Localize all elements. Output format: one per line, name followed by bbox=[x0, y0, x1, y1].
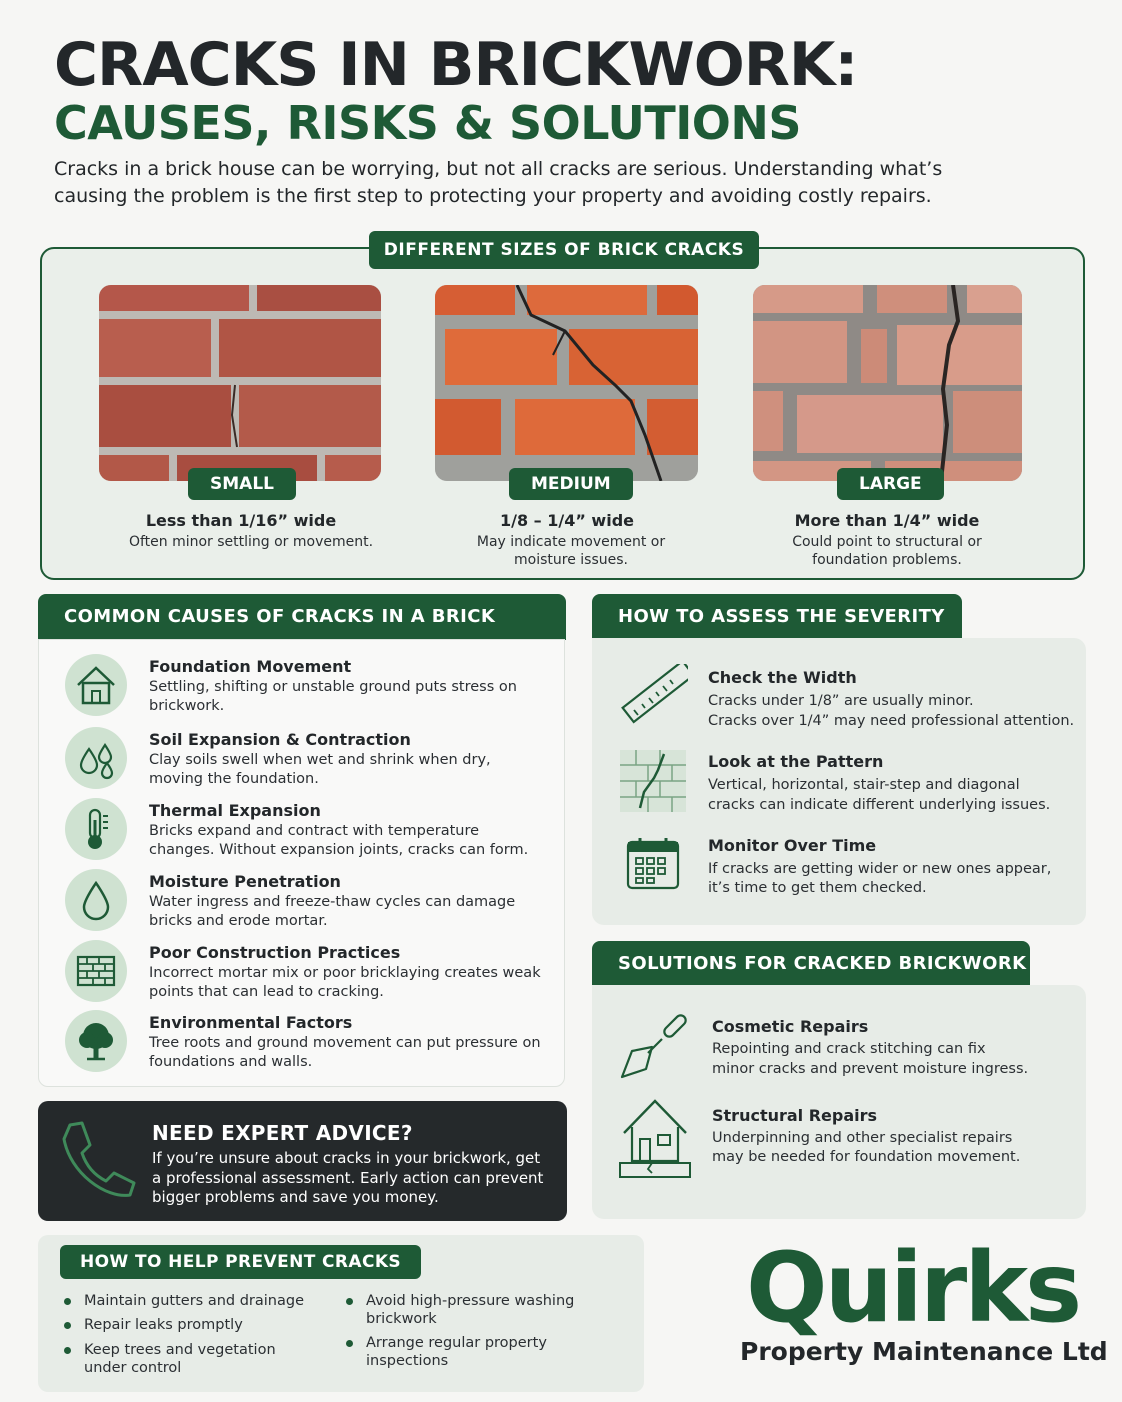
medium-size-badge: MEDIUM bbox=[509, 468, 633, 500]
medium-size-width: 1/8 – 1/4” wide bbox=[499, 511, 634, 530]
brand-tagline: Property Maintenance Ltd bbox=[740, 1337, 1108, 1366]
cause-desc: Incorrect mortar mix or poor bricklaying creates weak points that can lead to cracking. bbox=[149, 965, 541, 1000]
small-crack-image bbox=[99, 285, 381, 481]
assess-desc: If cracks are getting wider or new ones appear, bbox=[708, 861, 1052, 877]
assess-desc: it’s time to get them checked. bbox=[708, 880, 927, 896]
medium-size-desc: May indicate movement or moisture issues. bbox=[476, 534, 666, 568]
crack-sizes-panel bbox=[40, 240, 1085, 580]
large-size-badge: LARGE bbox=[837, 468, 944, 500]
cause-desc: Clay soils swell when wet and shrink when dry, moving the foundation. bbox=[149, 752, 491, 787]
large-crack-image bbox=[753, 285, 1022, 481]
prevent-tip: Keep trees and vegetation under control bbox=[64, 1341, 304, 1377]
large-size-width: More than 1/4” wide bbox=[794, 511, 980, 530]
thermometer-icon bbox=[65, 798, 127, 860]
water-drops-icon bbox=[65, 727, 127, 789]
solutions-heading: SOLUTIONS FOR CRACKED BRICKWORK bbox=[592, 941, 1030, 987]
causes-panel bbox=[38, 639, 565, 1087]
medium-crack-image bbox=[435, 285, 698, 481]
assess-title: Check the Width bbox=[708, 668, 857, 687]
assess-heading: HOW TO ASSESS THE SEVERITY bbox=[592, 594, 962, 640]
small-size-desc: Often minor settling or movement. bbox=[128, 534, 374, 550]
house-repair-icon bbox=[618, 1097, 692, 1179]
page-title: CRACKS IN BRICKWORK: bbox=[54, 30, 858, 100]
water-drop-icon bbox=[65, 869, 127, 931]
tree-icon bbox=[65, 1010, 127, 1072]
cause-title: Thermal Expansion bbox=[149, 801, 321, 820]
prevent-tip: Avoid high-pressure washing brickwork bbox=[346, 1292, 576, 1328]
house-icon bbox=[65, 654, 127, 716]
solutions-panel bbox=[592, 985, 1086, 1219]
calendar-icon bbox=[626, 836, 680, 890]
page-subtitle: CAUSES, RISKS & SOLUTIONS bbox=[54, 96, 802, 150]
prevent-heading: HOW TO HELP PREVENT CRACKS bbox=[60, 1245, 421, 1279]
advice-desc: If you’re unsure about cracks in your brickwork, get a professional assessment. Early action can prevent bigger problems and save you money. bbox=[152, 1149, 544, 1206]
expert-advice-panel bbox=[38, 1101, 567, 1221]
cause-title: Poor Construction Practices bbox=[149, 943, 401, 962]
large-size-desc: Could point to structural or foundation problems. bbox=[792, 534, 982, 568]
cause-title: Soil Expansion & Contraction bbox=[149, 730, 411, 749]
cause-desc: Settling, shifting or unstable ground puts stress on brickwork. bbox=[149, 679, 517, 714]
prevent-tip: Arrange regular property inspections bbox=[346, 1334, 576, 1370]
brick-wall-icon bbox=[65, 940, 127, 1002]
solution-desc: Repointing and crack stitching can fix bbox=[712, 1041, 986, 1057]
cause-desc: Bricks expand and contract with temperature changes. Without expansion joints, cracks can form. bbox=[149, 823, 529, 858]
assess-desc: Vertical, horizontal, stair-step and diagonal bbox=[708, 777, 1020, 793]
brand-logo: Quirks bbox=[746, 1232, 1080, 1344]
assess-panel bbox=[592, 638, 1086, 925]
crack-sizes-heading: DIFFERENT SIZES OF BRICK CRACKS bbox=[369, 231, 759, 269]
cause-title: Foundation Movement bbox=[149, 657, 352, 676]
cracked-wall-icon bbox=[620, 750, 686, 812]
solution-desc: minor cracks and prevent moisture ingress. bbox=[712, 1061, 1029, 1077]
assess-desc: Cracks over 1/4” may need professional attention. bbox=[708, 713, 1075, 729]
assess-desc: cracks can indicate different underlying issues. bbox=[708, 797, 1051, 813]
small-size-badge: SMALL bbox=[188, 468, 296, 500]
solution-title: Cosmetic Repairs bbox=[712, 1017, 869, 1036]
ruler-icon bbox=[620, 664, 688, 728]
cause-title: Moisture Penetration bbox=[149, 872, 341, 891]
cause-title: Environmental Factors bbox=[149, 1013, 353, 1032]
small-size-width: Less than 1/16” wide bbox=[145, 511, 337, 530]
advice-title: NEED EXPERT ADVICE? bbox=[152, 1121, 413, 1145]
cause-desc: Water ingress and freeze-thaw cycles can damage bricks and erode mortar. bbox=[149, 894, 516, 929]
intro-text: Cracks in a brick house can be worrying, but not all cracks are serious. Understanding what’s causing the problem is the first step to protecting your property and avoiding costly repairs. bbox=[54, 158, 943, 207]
solution-desc: Underpinning and other specialist repairs bbox=[712, 1130, 1013, 1146]
solution-desc: may be needed for foundation movement. bbox=[712, 1149, 1021, 1165]
cause-desc: Tree roots and ground movement can put pressure on foundations and walls. bbox=[149, 1035, 541, 1070]
causes-heading: COMMON CAUSES OF CRACKS IN A BRICK bbox=[38, 594, 566, 640]
assess-desc: Cracks under 1/8” are usually minor. bbox=[708, 693, 974, 709]
prevent-tip: Repair leaks promptly bbox=[64, 1316, 324, 1334]
assess-title: Monitor Over Time bbox=[708, 836, 877, 855]
assess-title: Look at the Pattern bbox=[708, 752, 884, 771]
phone-icon bbox=[56, 1117, 136, 1203]
trowel-icon bbox=[618, 1011, 694, 1081]
solution-title: Structural Repairs bbox=[712, 1106, 878, 1125]
prevent-tip: Maintain gutters and drainage bbox=[64, 1292, 324, 1310]
prevent-panel bbox=[38, 1235, 644, 1392]
